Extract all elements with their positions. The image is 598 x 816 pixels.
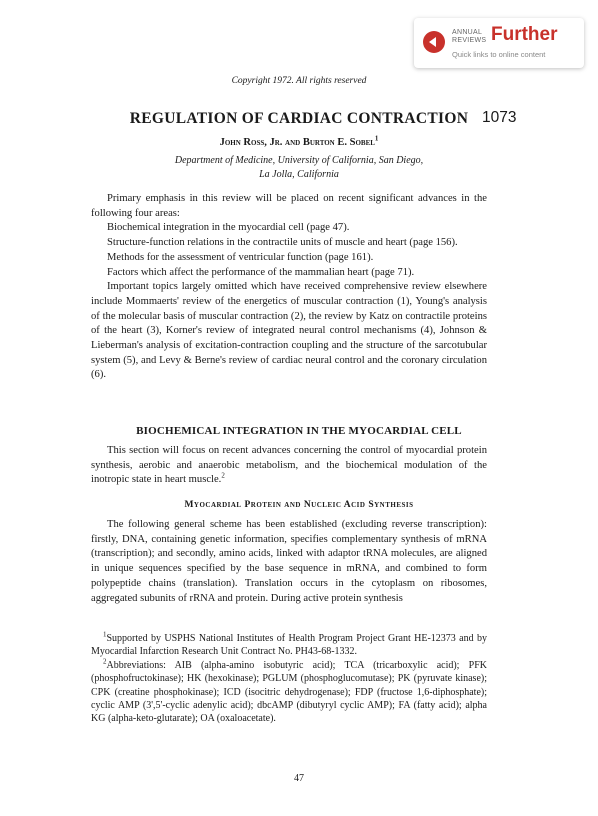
intro-paragraph-2: Important topics largely omitted which have received comprehensive review elsewhere include Mommaerts' review of the energetics of muscular contraction (1), Young's analysis of the molecular basis of muscular contraction (2), the review by Katz on contractile proteins of the heart (3), Korner's review of integrated neural control mechanisms (4), Johnson & Lieberman's analysis of excitation-contraction coupling and the structure of the sarcotubular system (5), and Levy & Berne's review of cardiac neural control and the coronary circulation (6). [91,281,487,381]
footnote-1 [91,632,487,659]
footnote-mark-2: 2 [221,471,225,480]
affiliation-line1: Department of Medicine, University of California, San Diego, [174,155,424,166]
subsection-body [91,518,487,606]
article-title: REGULATION OF CARDIAC CONTRACTION [129,110,469,127]
copyright-line: Copyright 1972. All rights reserved [231,76,367,86]
footnote-2-mark: 2 [103,657,107,666]
page-number: 47 [294,773,304,784]
banner-annual-reviews [452,29,486,45]
footnote-2 [91,659,487,726]
banner-further-label: Further [491,24,558,45]
section-intro [91,444,487,488]
footnote-2-text: Abbreviations: AIB (alpha-amino isobutyric acid); TCA (tricarboxylic acid); PFK (phosphofructokinase); HK (hexokinase); PGLUM (phosphoglucomutase); PK (pyruvate kinase); CPK (creatine phosphokinase); ICD (isocitric dehydrogenase); FDP (fructose 1,6-diphosphate); cyclic AMP (3',5'-cyclic adenylic acid); dbcAMP (dibutyryl cyclic AMP); FA (fatty acid); alpha KG (alpha-keto-glutarate); OA (oxaloacetate). [91,659,487,725]
footnotes [91,632,487,726]
authors-footnote-mark: 1 [374,134,379,143]
page-reference: 1073 [482,109,517,126]
intro-item-1: Biochemical integration in the myocardial cell (page 47). [107,222,350,234]
section-paragraph [91,444,487,488]
banner-annual-line1: ANNUAL [452,29,483,36]
footnote-1-mark: 1 [103,630,107,639]
affiliation-line2: La Jolla, California [259,169,339,180]
subsection-heading: Myocardial Protein and Nucleic Acid Synthesis [184,500,414,510]
intro-paragraph: Primary emphasis in this review will be placed on recent significant advances in the following four areas: [91,193,487,219]
subsection-paragraph: The following general scheme has been established (excluding reverse transcription): firstly, DNA, containing genetic information, specifies complementary synthesis of mRNA (transcription); and secondly, amino acids, linked with adaptor tRNA molecules, are aligned in unique sequences specified by the base sequence in mRNA, and combined to form polypeptide chains (translation). Translation occurs in the cytoplasm on ribosomes, aggregated subunits of rRNA and protein. During active protein synthesis [91,519,487,604]
further-banner[interactable] [414,18,584,68]
section-heading: BIOCHEMICAL INTEGRATION IN THE MYOCARDIAL CELL [136,425,462,437]
intro-section [91,192,487,383]
intro-item-3: Methods for the assessment of ventricular function (page 161). [107,251,374,263]
banner-annual-line2: REVIEWS [452,37,487,44]
section-paragraph-text: This section will focus on recent advances concerning the control of myocardial protein synthesis, aerobic and anaerobic metabolism, and the biochemical modulation of the inotropic state in heart muscle. [91,445,487,486]
footnote-1-text: Supported by USPHS National Institutes of Health Program Project Grant HE-12373 and by Myocardial Infarction Research Unit Contract No. PH43-68-1332. [91,633,487,658]
intro-item-4: Factors which affect the performance of the mammalian heart (page 71). [107,266,415,278]
banner-sub-label: Quick links to online content [452,50,546,59]
play-arrow-icon [423,31,445,53]
intro-item-2: Structure-function relations in the contractile units of muscle and heart (page 156). [107,237,458,249]
authors [0,134,598,148]
author-names: John Ross, Jr. and Burton E. Sobel [219,137,375,148]
